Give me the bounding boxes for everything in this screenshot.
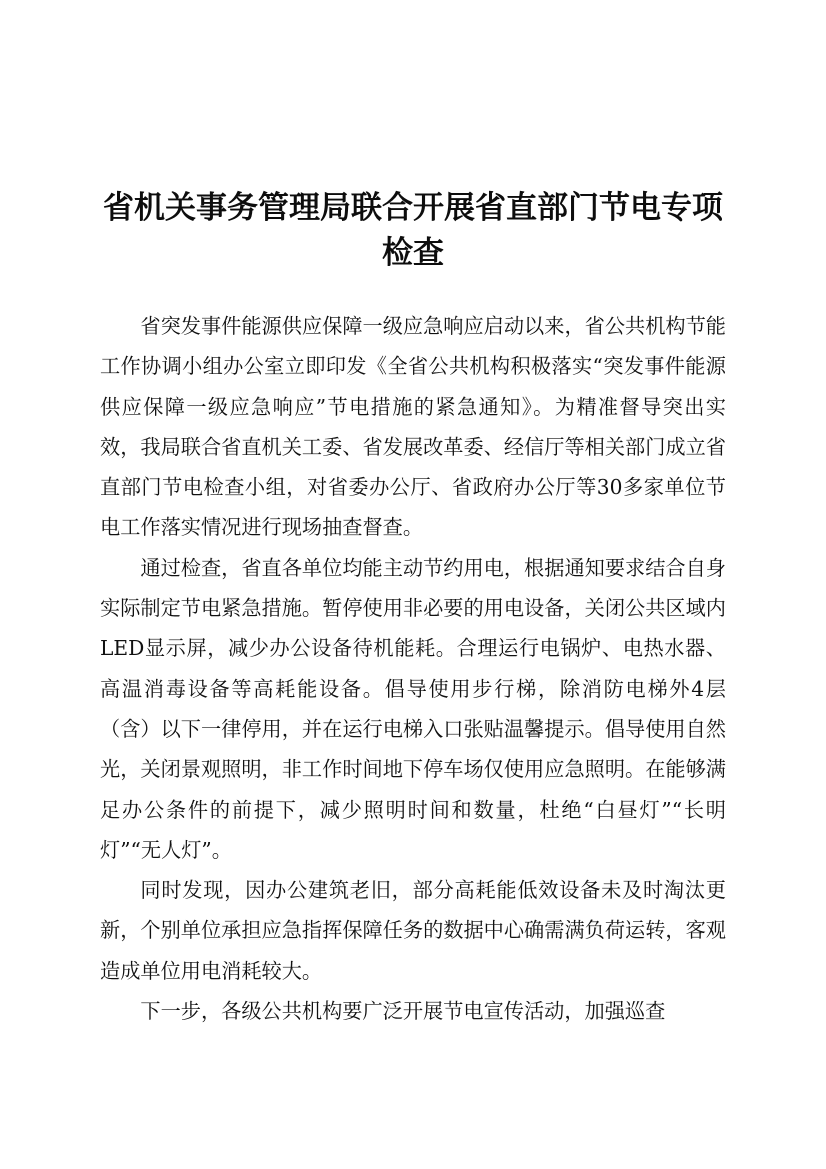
paragraph-4: 下一步，各级公共机构要广泛开展节电宣传活动，加强巡查: [140, 999, 666, 1024]
paragraph-1: 省突发事件能源供应保障一级应急响应启动以来，省公共机构节能工作协调小组办公室立即印发《全省公共机构积极落实“突发事件能源供应保障一级应急响应”节电措施的紧急通知》。为精准督导突出实效，我局联合省直机关工委、省发展改革委、经信厅等相关部门成立省直部门节电检查小组，对省委办公厅、省政府办公厅等30多家单位节电工作落实情况进行现场抽查督查。: [100, 314, 726, 540]
paragraph-2: 通过检查，省直各单位均能主动节约用电，根据通知要求结合自身实际制定节电紧急措施。暂停使用非必要的用电设备，关闭公共区域内LED显示屏，减少办公设备待机能耗。合理运行电锅炉、电热水器、高温消毒设备等高耗能设备。倡导使用步行梯，除消防电梯外4层（含）以下一律停用，并在运行电梯入口张贴温馨提示。倡导使用自然光，关闭景观照明，非工作时间地下停车场仅使用应急照明。在能够满足办公条件的前提下，减少照明时间和数量，杜绝“白昼灯”“长明灯”“无人灯”。: [100, 555, 726, 862]
document-title: 省机关事务管理局联合开展省直部门节电专项检查: [103, 190, 723, 271]
paragraph-3: 同时发现，因办公建筑老旧，部分高耗能低效设备未及时淘汰更新，个别单位承担应急指挥保障任务的数据中心确需满负荷运转，客观造成单位用电消耗较大。: [100, 878, 726, 983]
document-body: [100, 306, 726, 1031]
